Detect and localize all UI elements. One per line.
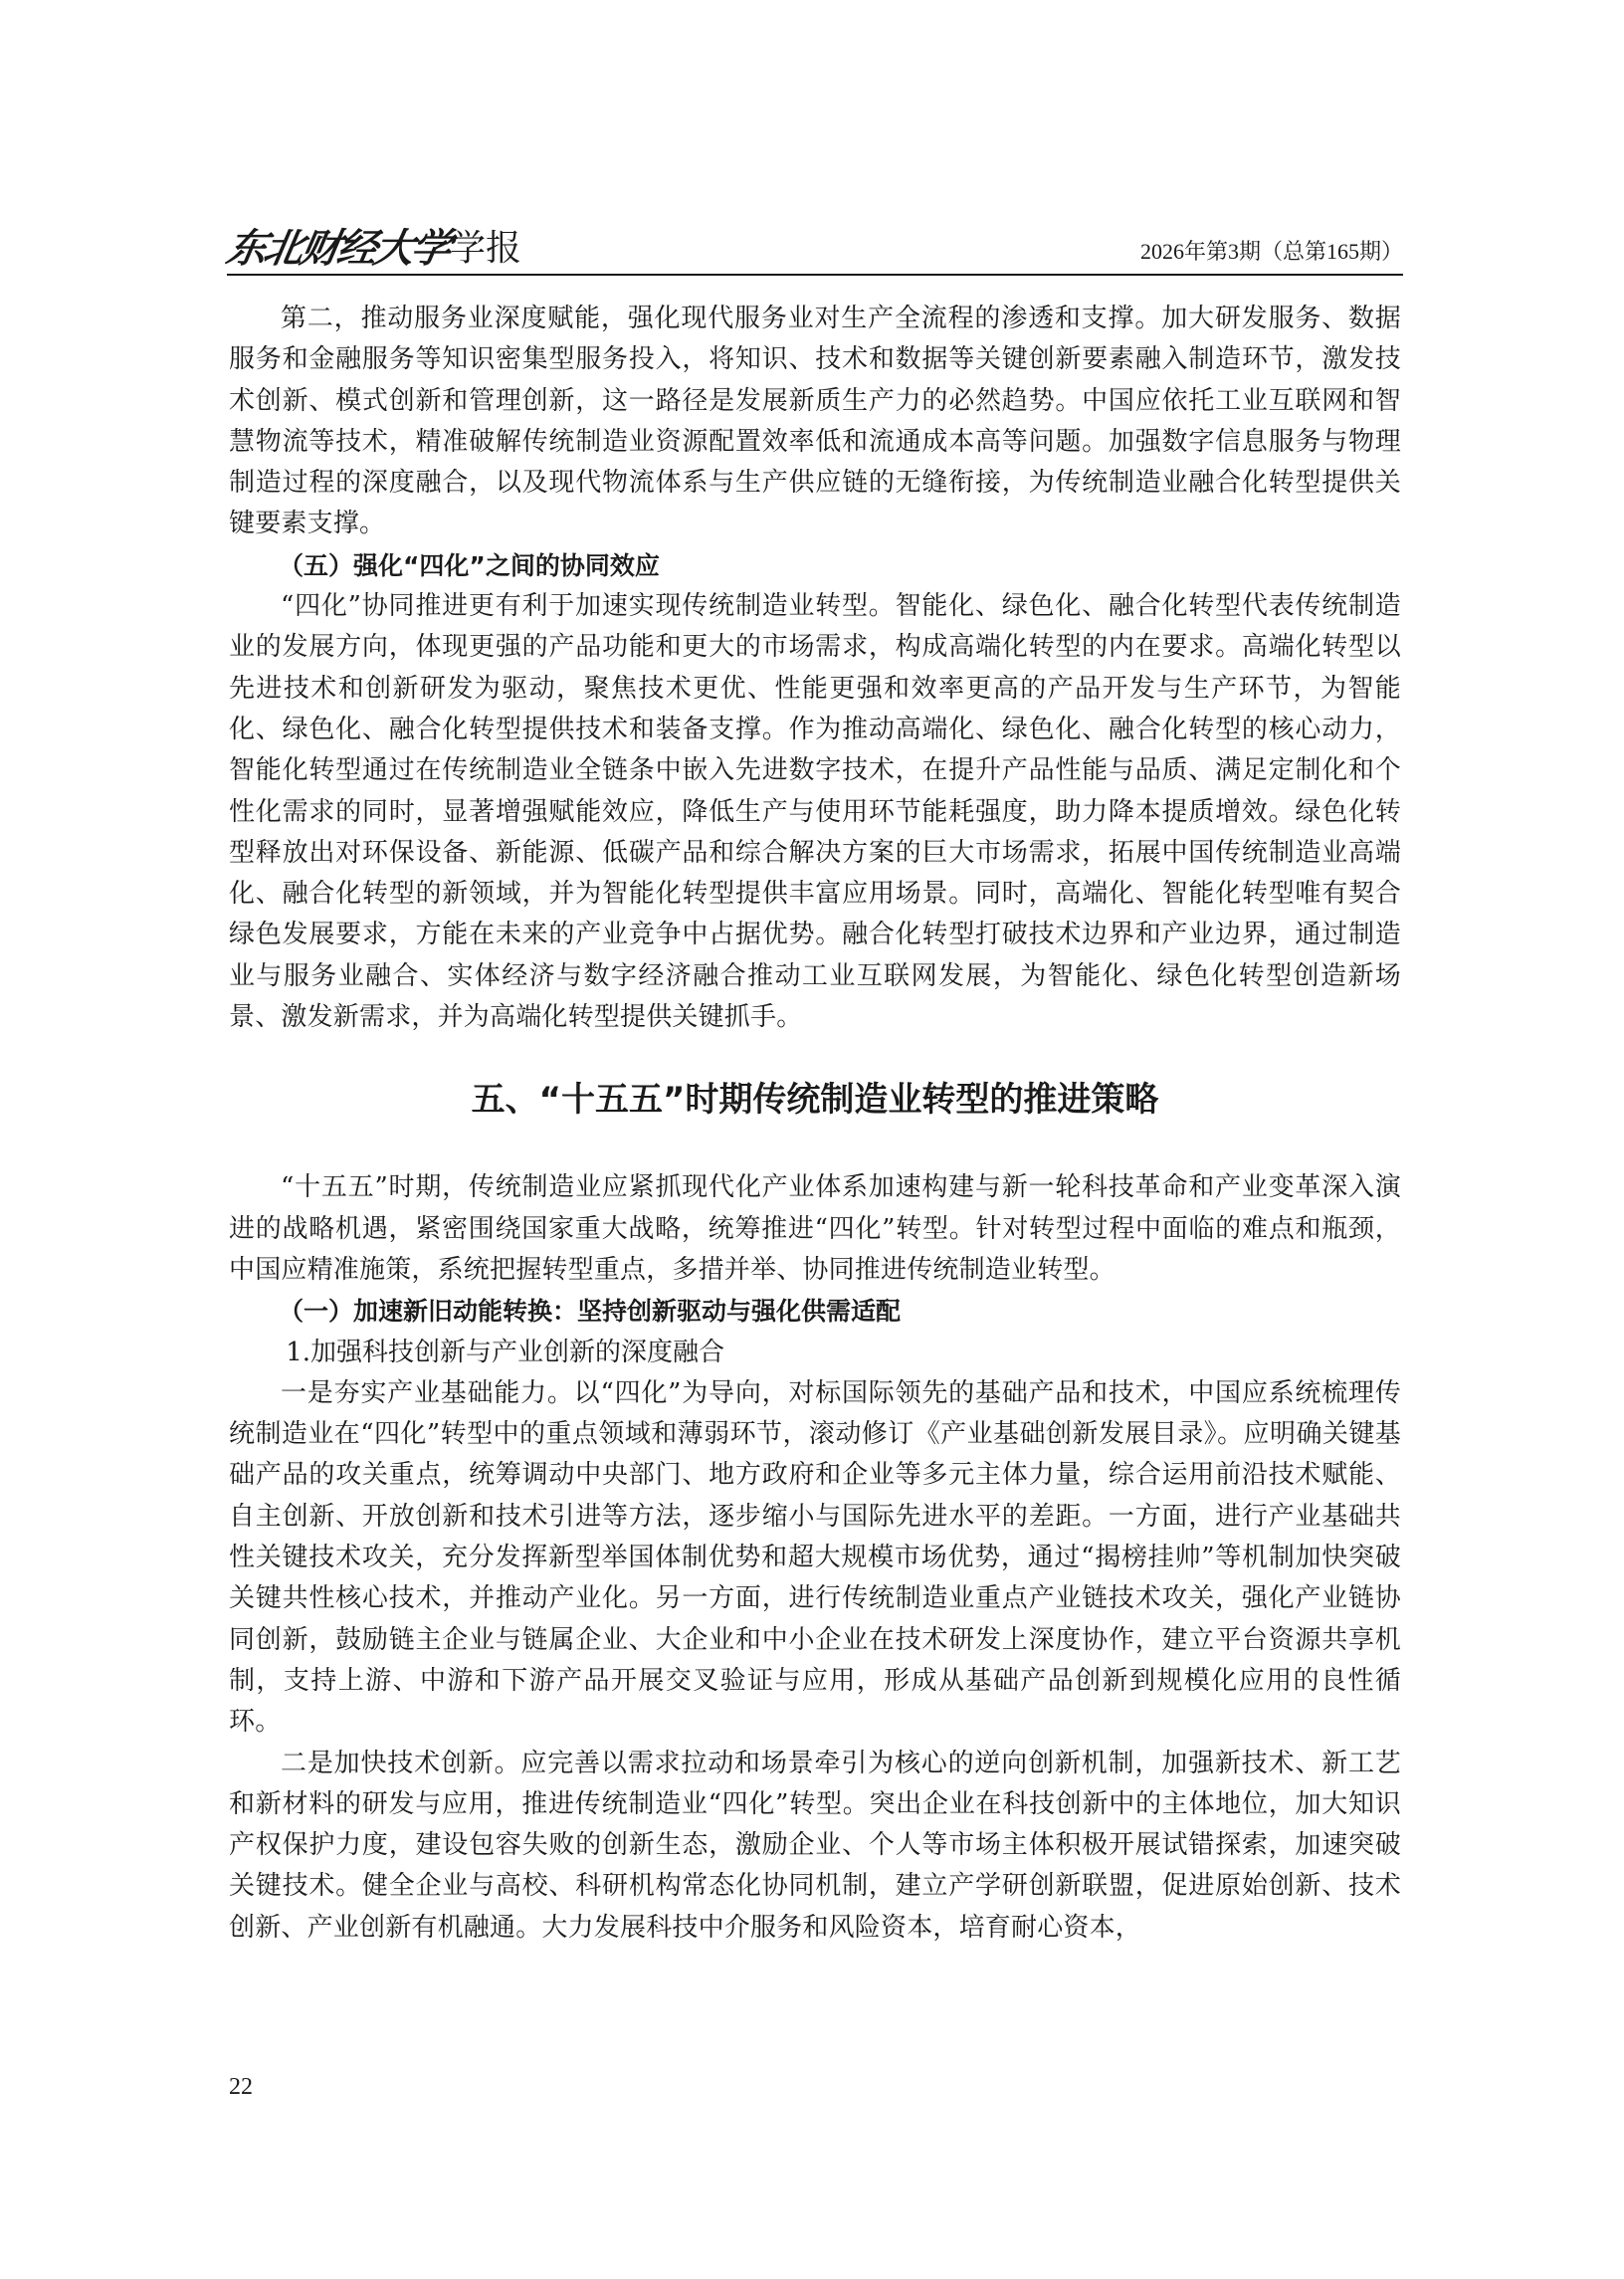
- journal-masthead: [222, 221, 522, 273]
- section-heading: 五、“十五五”时期传统制造业转型的推进策略: [471, 1080, 1159, 1121]
- page-number: 22: [229, 2074, 253, 2100]
- subsection-heading: （一）加速新旧动能转换：坚持创新驱动与强化供需适配: [279, 1297, 902, 1327]
- minor-heading: 1.加强科技创新与产业创新的深度融合: [286, 1337, 724, 1367]
- paragraph: 一是夯实产业基础能力。以“四化”为导向，对标国际领先的基础产品和技术，中国应系统梳理传统制造业在“四化”转型中的重点领域和薄弱环节，滚动修订《产业基础创新发展目录》。应明确关键基础产品的攻关重点，统筹调动中央部门、地方政府和企业等多元主体力量，综合运用前沿技术赋能、自主创新、开放创新和技术引进等方法，逐步缩小与国际先进水平的差距。一方面，进行产业基础共性关键技术攻关，充分发挥新型举国体制优势和超大规模市场优势，通过“揭榜挂帅”等机制加快突破关键共性核心技术，并推动产业化。另一方面，进行传统制造业重点产业链技术攻关，强化产业链协同创新，鼓励链主企业与链属企业、大企业和中小企业在技术研发上深度协作，建立平台资源共享机制，支持上游、中游和下游产品开展交叉验证与应用，形成从基础产品创新到规模化应用的良性循环。: [229, 1377, 1401, 1738]
- paragraph: “十五五”时期，传统制造业应紧抓现代化产业体系加速构建与新一轮科技革命和产业变革深入演进的战略机遇，紧密围绕国家重大战略，统筹推进“四化”转型。针对转型过程中面临的难点和瓶颈，中国应精准施策，系统把握转型重点，多措并举、协同推进传统制造业转型。: [229, 1172, 1401, 1285]
- journal-name-suffix: 学报: [450, 228, 522, 269]
- paragraph: 二是加快技术创新。应完善以需求拉动和场景牵引为核心的逆向创新机制，加强新技术、新工艺和新材料的研发与应用，推进传统制造业“四化”转型。突出企业在科技创新中的主体地位，加大知识产权保护力度，建设包容失败的创新生态，激励企业、个人等市场主体积极开展试错探索，加速突破关键技术。健全企业与高校、科研机构常态化协同机制，建立产学研创新联盟，促进原始创新、技术创新、产业创新有机融通。大力发展科技中介服务和风险资本，培育耐心资本，: [229, 1748, 1401, 1943]
- header-rule: [227, 274, 1403, 276]
- issue-info: 2026年第3期（总第165期）: [1139, 239, 1403, 264]
- article-body: [229, 299, 1401, 1949]
- paragraph: “四化”协同推进更有利于加速实现传统制造业转型。智能化、绿色化、融合化转型代表传统制造业的发展方向，体现更强的产品功能和更大的市场需求，构成高端化转型的内在要求。高端化转型以先进技术和创新研发为驱动，聚焦技术更优、性能更强和效率更高的产品开发与生产环节，为智能化、绿色化、融合化转型提供技术和装备支撑。作为推动高端化、绿色化、融合化转型的核心动力，智能化转型通过在传统制造业全链条中嵌入先进数字技术，在提升产品性能与品质、满足定制化和个性化需求的同时，显著增强赋能效应，降低生产与使用环节能耗强度，助力降本提质增效。绿色化转型释放出对环保设备、新能源、低碳产品和综合解决方案的巨大市场需求，拓展中国传统制造业高端化、融合化转型的新领域，并为智能化转型提供丰富应用场景。同时，高端化、智能化转型唯有契合绿色发展要求，方能在未来的产业竞争中占据优势。融合化转型打破技术边界和产业边界，通过制造业与服务业融合、实体经济与数字经济融合推动工业互联网发展，为智能化、绿色化转型创造新场景、激发新需求，并为高端化转型提供关键抓手。: [229, 591, 1401, 1033]
- paragraph: 第二，推动服务业深度赋能，强化现代服务业对生产全流程的渗透和支撑。加大研发服务、数据服务和金融服务等知识密集型服务投入，将知识、技术和数据等关键创新要素融入制造环节，激发技术创新、模式创新和管理创新，这一路径是发展新质生产力的必然趋势。中国应依托工业互联网和智慧物流等技术，精准破解传统制造业资源配置效率低和流通成本高等问题。加强数字信息服务与物理制造过程的深度融合，以及现代物流体系与生产供应链的无缝衔接，为传统制造业融合化转型提供关键要素支撑。: [229, 304, 1401, 539]
- running-header: [222, 221, 1403, 273]
- subsection-heading: （五）强化“四化”之间的协同效应: [279, 550, 660, 580]
- journal-logo: 东北财经大学: [222, 225, 453, 272]
